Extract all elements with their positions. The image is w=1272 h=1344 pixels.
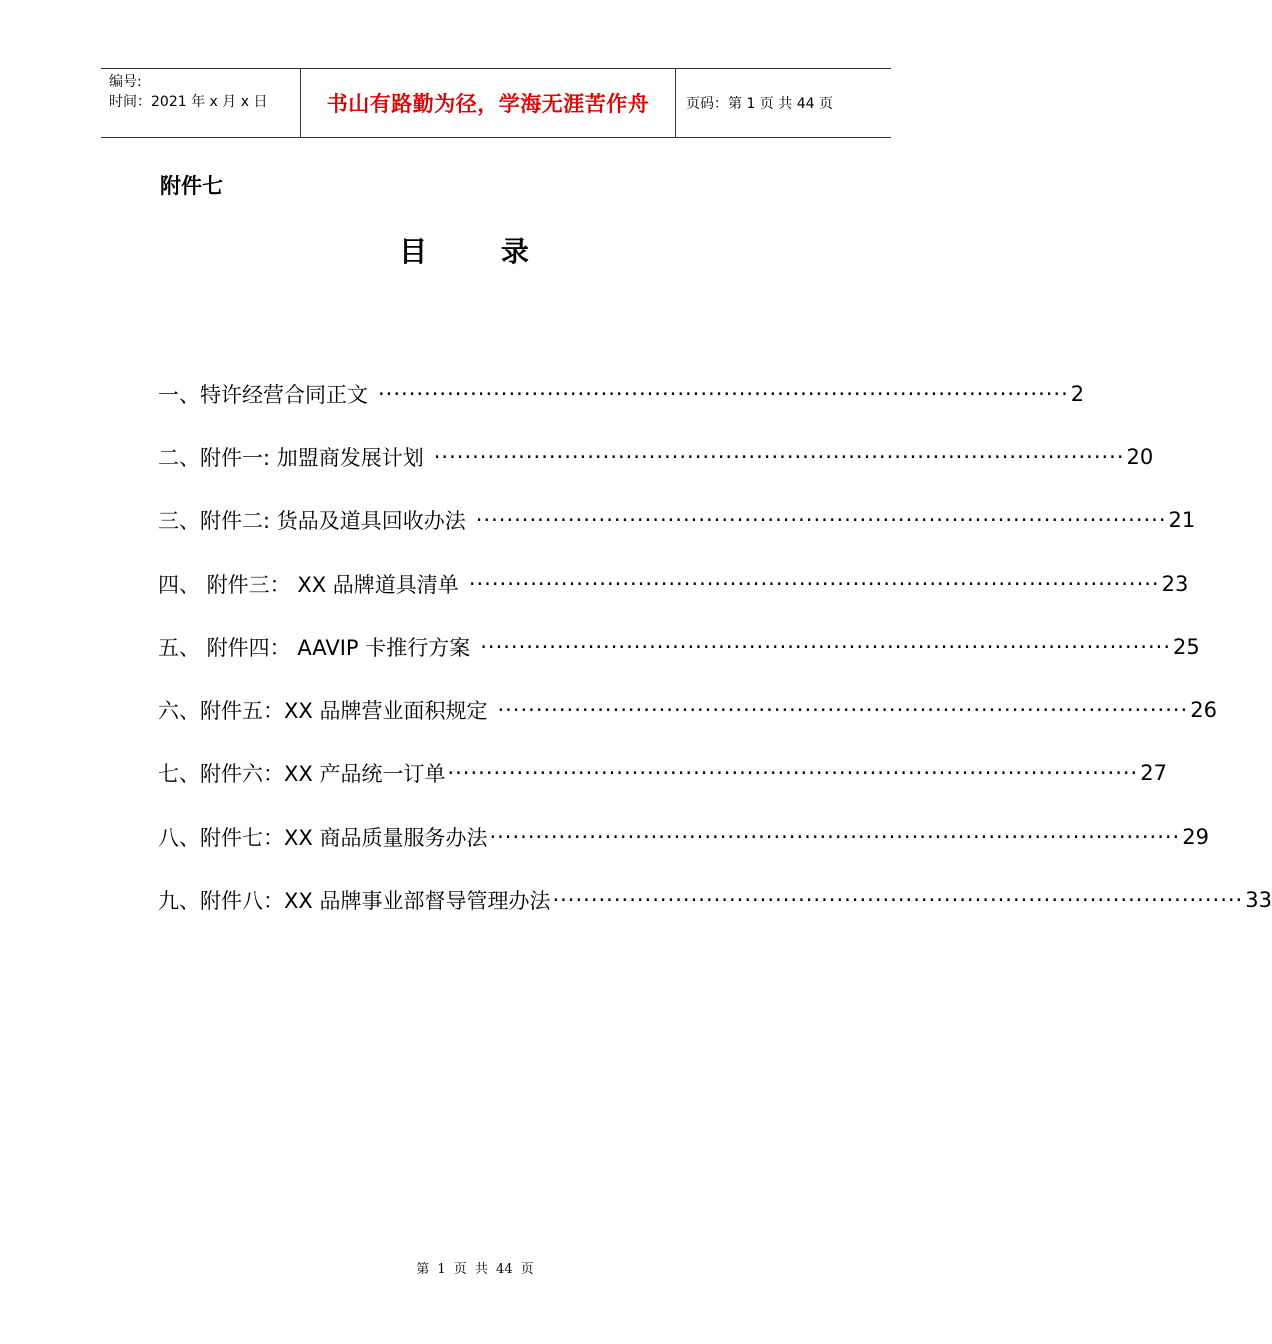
attachment-label: 附件七	[160, 174, 223, 198]
toc-entry-page: 20	[1126, 444, 1154, 469]
header-page-number: 页码：第 1 页 共 44 页	[686, 96, 833, 112]
toc-entry-label: 四、 附件三： XX 品牌道具清单	[158, 572, 459, 597]
toc-entry[interactable]	[158, 615, 1200, 678]
toc-entry-page: 26	[1190, 698, 1217, 723]
toc-entry[interactable]	[158, 678, 1217, 741]
toc-entry-page: 27	[1140, 761, 1167, 786]
toc-entry[interactable]	[158, 489, 1196, 552]
toc-entry[interactable]	[158, 742, 1167, 805]
toc-entry-label: 二、附件一: 加盟商发展计划	[158, 445, 424, 470]
page-header	[101, 68, 891, 138]
toc-leader-dots: ··························································································	[552, 888, 1244, 913]
toc-leader-dots: ··························································································	[489, 824, 1181, 849]
toc-entry-page: 21	[1168, 508, 1196, 533]
toc-entry[interactable]	[158, 868, 1272, 931]
toc-entry-label: 七、附件六：XX 产品统一订单	[158, 762, 446, 787]
toc-entry[interactable]	[158, 805, 1209, 868]
toc-entry[interactable]	[158, 552, 1189, 615]
time-label: 时间：2021 年 x 月 x 日	[109, 94, 268, 110]
toc-entry[interactable]	[158, 425, 1154, 488]
toc-leader-dots: ··························································································	[447, 761, 1139, 786]
toc-entry-label: 三、附件二: 货品及道具回收办法	[158, 509, 466, 534]
toc-entry-label: 五、 附件四： AAVIP 卡推行方案	[158, 635, 471, 660]
table-of-contents	[158, 362, 1272, 932]
toc-leader-dots: ··························································································	[378, 381, 1069, 406]
serial-number-label: 编号:	[109, 74, 142, 90]
toc-leader-dots: ··························································································	[480, 634, 1172, 659]
toc-leader-dots: ··························································································	[475, 508, 1167, 533]
toc-entry-label: 一、特许经营合同正文	[158, 382, 368, 407]
toc-entry-page: 29	[1182, 824, 1209, 849]
toc-entry-label: 九、附件八：XX 品牌事业部督导管理办法	[158, 889, 551, 914]
header-meta	[101, 69, 301, 137]
toc-entry-page: 25	[1173, 634, 1200, 659]
page-footer: 第 1 页 共 44 页	[416, 1262, 534, 1277]
toc-entry-label: 八、附件七：XX 商品质量服务办法	[158, 825, 488, 850]
toc-entry-label: 六、附件五：XX 品牌营业面积规定	[158, 699, 488, 724]
toc-leader-dots: ··························································································	[497, 698, 1189, 723]
toc-leader-dots: ··························································································	[468, 571, 1160, 596]
toc-entry[interactable]	[158, 362, 1085, 425]
header-motto: 书山有路勤为径，学海无涯苦作舟	[301, 69, 676, 137]
toc-entry-page: 33	[1245, 888, 1272, 913]
toc-entry-page: 2	[1070, 381, 1085, 406]
toc-entry-page: 23	[1161, 571, 1189, 596]
page-title: 目 录	[399, 235, 561, 268]
toc-leader-dots: ··························································································	[433, 444, 1125, 469]
